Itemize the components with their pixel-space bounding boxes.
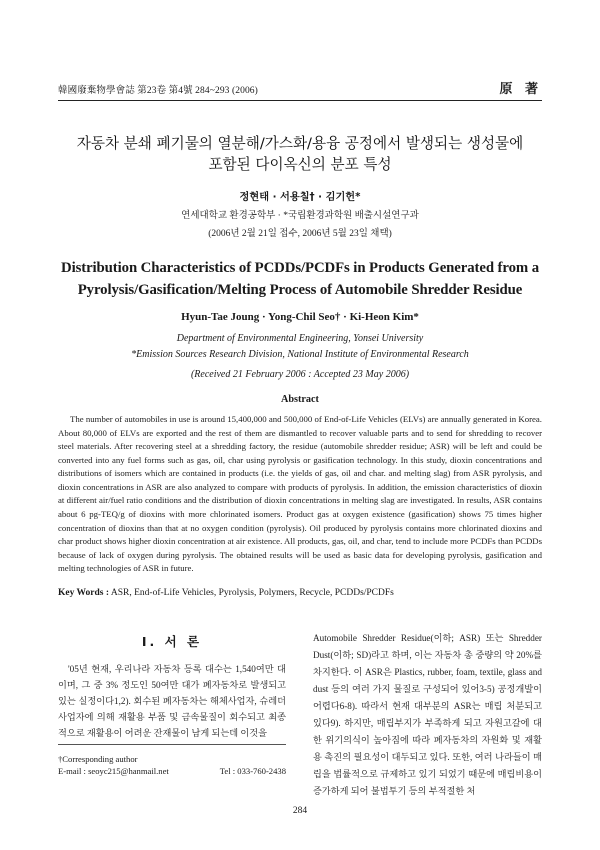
english-title	[40, 257, 560, 301]
english-title-line-2: Pyrolysis/Gasification/Melting Process of Automobile Shredder Residue	[77, 282, 523, 298]
abstract-heading: Abstract	[281, 394, 319, 405]
footnote-email: E-mail : seoyc215@hanmail.net	[58, 765, 169, 776]
keywords	[58, 588, 542, 598]
page-number: 284	[292, 806, 308, 816]
korean-title-line-1: 자동차 분쇄 폐기물의 열분해/가스화/용융 공정에서 발생되는 생성물에	[76, 135, 524, 152]
korean-title-line-2: 포함된 다이옥신의 분포 특성	[208, 156, 392, 173]
english-affiliation-block	[58, 331, 542, 383]
english-dates: (Received 21 February 2006 : Accepted 23 May 2006)	[190, 369, 410, 380]
footnote	[58, 754, 286, 777]
korean-dates: (2006년 2월 21일 접수, 2006년 5월 23일 채택)	[208, 229, 392, 239]
keywords-text: ASR, End-of-Life Vehicles, Pyrolysis, Polymers, Recycle, PCDDs/PCDFs	[110, 588, 394, 598]
korean-affiliation-block	[58, 207, 542, 243]
section-heading-introduction: I. 서 론	[141, 634, 203, 649]
intro-right-column: Automobile Shredder Residue(이하; ASR) 또는 Shredder Dust(이하; SD)라고 하며, 이는 자동차 총 중량의 약 20%를 차지한다. 이 ASR은 Plastics, rubber, foam, textile, glass and dust 등의 여러 가지 물질로 구성되어 있어3-5) 공정개발이 어렵다6-8). 따라서 현재 대부분의 ASR는 매립 처분되고 있다9). 하지만, 매립부지가 부족하게 되고 자원고갈에 대한 위기의식이 높아짐에 따라 폐자동차의 자원화 및 재활용 촉진의 필요성이 대두되고 있다. 또한, 여러 나라들이 매립을 법률적으로 규제하고 있기 되었기 때문에 매립비용이 증가하게 되어 불법투기 등의 부적절한 처	[313, 633, 542, 796]
korean-affiliation: 연세대학교 환경공학부 · *국립환경과학원 배출시설연구과	[181, 211, 419, 221]
journal-citation: 韓國廢棄物學會誌 第23卷 第4號 284~293 (2006)	[58, 86, 258, 96]
english-authors: Hyun-Tae Joung · Yong-Chil Seo† · Ki-Heon Kim*	[181, 311, 419, 323]
english-affiliation-2: *Emission Sources Research Division, National Institute of Environmental Research	[131, 348, 469, 360]
keywords-label: Key Words :	[58, 588, 110, 598]
korean-authors: 정현태 · 서용칠† · 김기헌*	[239, 192, 361, 203]
korean-title	[58, 133, 542, 175]
article-type-label: 原 著	[499, 82, 542, 97]
journal-header	[58, 80, 542, 101]
intro-left-column: '05년 현재, 우리나라 자동차 등록 대수는 1,540여만 대이며, 그 중 3% 정도인 50여만 대가 폐자동차로 발생되고 있는 실정이다1,2). 회수된 폐자동차는 해체사업자, 슈레더 사업자에 의해 재활용 부품 및 금속물질이 회수되고 최종적으로 재활용이 어려운 잔재물이 남게 되는데 이것을	[58, 664, 286, 738]
english-affiliation-1: Department of Environmental Engineering, Yonsei University	[176, 333, 424, 344]
english-title-line-1: Distribution Characteristics of PCDDs/PCDFs in Products Generated from a	[60, 260, 540, 276]
footnote-corresponding: †Corresponding author	[58, 754, 138, 764]
footnote-divider	[58, 744, 286, 745]
abstract-body: The number of automobiles in use is around 15,400,000 and 500,000 of End-of-Life Vehicles (ELVs) are annually generated in Korea. About 80,000 of ELVs are exported and the rest of them are dismantled to recover valuable parts and to send for shredding to recover steel materials. After recovering steel at a shredding factory, the residue (automobile shredder residue; ASR) will be left and could be converted into any fuel forms such as gas, oil, char using pyrolysis or gasification technology. In this study, dioxin concentrations and distributions of isomers which are contained in products (i.e. the yields of gas, oil and char. and melting slag) from ASR pyrolysis, and dioxin concentrations in ASR are also analyzed to compare with products of pyrolysis. In addition, the emission characteristics of dioxin at different air/fuel ratio conditions and the distribution of dioxin concentrations in melting slag are investigated. In results, ASR contains about 6 pg-TEQ/g of dioxins with more chlorinated isomers. Product gas at oxygen existence (gasification) shows 75 times higher concentration of dioxins than that at no oxygen condition (pyrolysis). Oil produced by pyrolysis contains more chlorinated dioxins and char product shows higher dioxin concentration at air existence. All products, gas, oil, and char, tend to include more PCDFs than PCDDs because of lack of oxygen during pyrolysis. The obtained results will be used as basic data for developing pyrolysis, gasification and melting technologies of ASR in future.	[58, 414, 542, 574]
footnote-tel: Tel : 033-760-2438	[219, 765, 286, 776]
